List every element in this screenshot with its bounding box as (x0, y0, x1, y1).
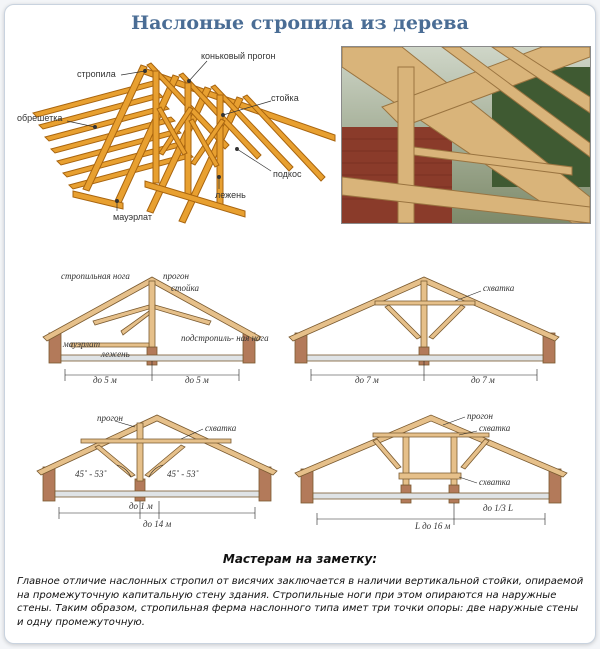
label-purlin-4: прогон (467, 411, 493, 421)
scheme-one-post (35, 265, 275, 390)
label-strut: подкос (273, 169, 302, 179)
note-text: Главное отличие наслонных стропил от висячих заключается в наличии вертикальной стойки, опираемой на промежуточную капитальную стену здания. Стропильные ноги при этом опираются на наружные стены. Таким образом, стропильная ферма наслонного типа имет три точки опоры: две наружные стены и одну промежуточную. (17, 576, 584, 628)
infographic-card (4, 4, 596, 644)
span-small-3: до 1 м (129, 501, 153, 511)
label-tie-top-4: схватка (479, 423, 511, 433)
page-title: Наслоные стропила из дерева (131, 12, 469, 34)
label-mauerlat-1: мауэрлат (63, 339, 101, 349)
label-rafter-leg: стропильная нога (61, 271, 130, 281)
label-sill-1: лежень (101, 349, 130, 359)
label-rafter: стропила (77, 69, 116, 79)
truss-photo-drawing (342, 47, 590, 223)
scheme-two-posts (293, 407, 575, 535)
label-tie-3: схватка (205, 423, 237, 433)
span-main-4: L до 16 м (415, 521, 451, 531)
angle-left: 45˚ - 53˚ (75, 469, 107, 479)
label-post-1: стойка (171, 283, 199, 293)
span-total-3: до 14 м (143, 519, 172, 529)
scheme-tie-two-spans (285, 267, 575, 392)
scheme-angled-struts (31, 405, 281, 535)
span-right-2: до 7 м (471, 375, 495, 385)
label-sill: лежень (215, 190, 246, 200)
span-left-2: до 7 м (355, 375, 379, 385)
angle-right: 45˚ - 53˚ (167, 469, 199, 479)
label-purlin-1: прогон (163, 271, 189, 281)
span-small-4: до 1/3 L (483, 503, 514, 513)
label-tie-2: схватка (483, 283, 515, 293)
label-post: стойка (271, 93, 299, 103)
span-left-1: до 5 м (93, 375, 117, 385)
isometric-truss-illustration (13, 41, 339, 226)
note-title: Мастерам на заметку: (222, 552, 378, 566)
label-tie-bottom-4: схватка (479, 477, 511, 487)
label-purlin-3: прогон (97, 413, 123, 423)
label-sub-rafter: подстропиль- ная нога (181, 333, 269, 343)
span-right-1: до 5 м (185, 375, 209, 385)
label-mauerlat: мауэрлат (113, 212, 152, 222)
truss-photo (341, 46, 591, 224)
label-batten: обрешетка (17, 113, 63, 123)
label-ridge-purlin: коньковый прогон (201, 51, 276, 61)
